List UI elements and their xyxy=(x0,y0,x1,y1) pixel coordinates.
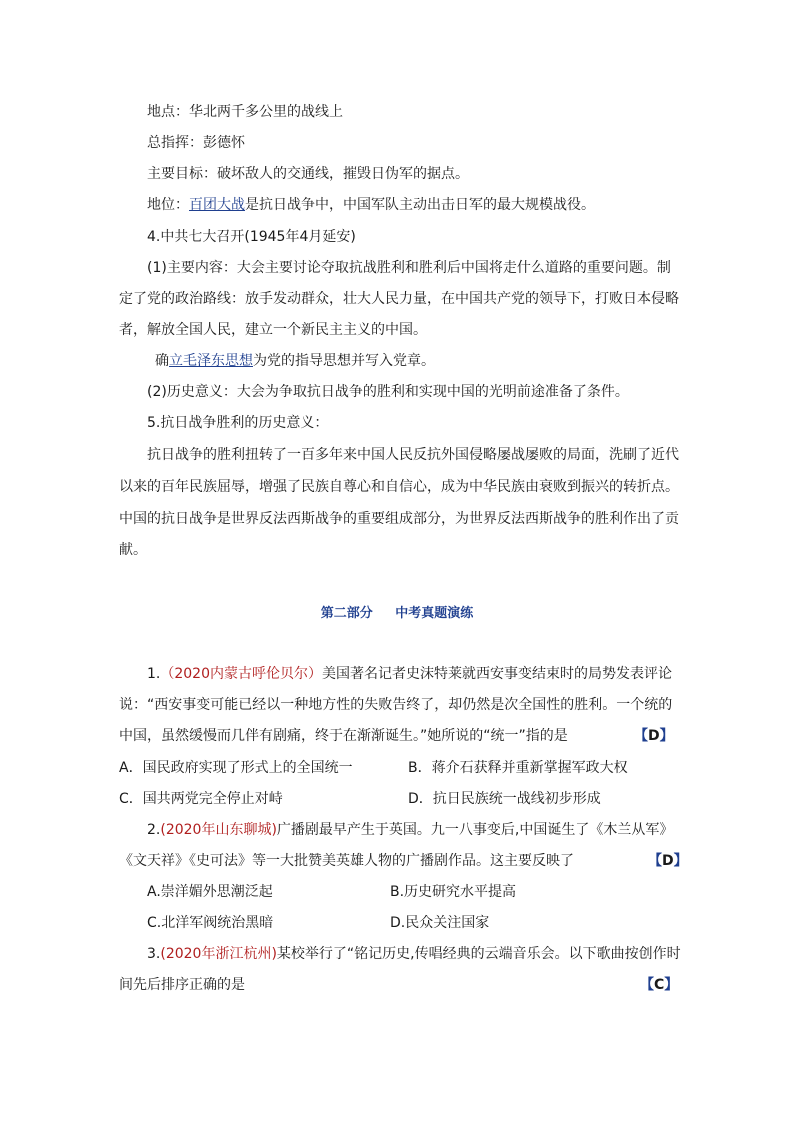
bracket-right: 】 xyxy=(673,853,688,869)
question-2-line-1 xyxy=(147,820,673,840)
answer-letter: C xyxy=(654,977,665,993)
answer-letter: D xyxy=(662,853,674,869)
question-2-option-c: C.北洋军阀统治黑暗 xyxy=(147,915,274,931)
section-title: 第二部分 中考真题演练 xyxy=(320,606,474,621)
question-3-line-2: 间先后排序正确的是 xyxy=(119,977,245,993)
question-1-stem-1: 美国著名记者史沫特莱就西安事变结束时的局势发表评论 xyxy=(322,666,672,682)
question-1-line-2: 说：“西安事变可能已经以一种地方性的失败告终了，却仍然是次全国性的胜利。一个统的 xyxy=(119,697,673,713)
item4-content-line-2: 定了党的政治路线：放手发动群众，壮大人民力量，在中国共产党的领导下，打败日本侵略 xyxy=(119,291,679,307)
item4-significance: (2)历史意义：大会为争取抗日战争的胜利和实现中国的光明前途准备了条件。 xyxy=(147,384,629,400)
question-1-option-a: A．国民政府实现了形式上的全国统一 xyxy=(119,760,353,776)
question-3-source: (2020年浙江杭州) xyxy=(160,946,277,962)
question-1-number: 1. xyxy=(147,666,161,682)
answer-letter: D xyxy=(648,728,660,744)
question-2-option-a: A.崇洋媚外思潮泛起 xyxy=(147,884,273,900)
goal-line: 主要目标：破坏敌人的交通线，摧毁日伪军的据点。 xyxy=(147,166,469,182)
commander-line: 总指挥：彭德怀 xyxy=(147,135,245,151)
question-3-number: 3. xyxy=(147,946,161,962)
question-3-answer xyxy=(640,975,678,995)
question-2-stem-1: 广播剧最早产生于英国。九一八事变后,中国诞生了《木兰从军》 xyxy=(276,822,674,838)
question-1-line-1 xyxy=(147,664,672,684)
status-line xyxy=(147,195,595,215)
status-prefix: 地位： xyxy=(147,197,189,213)
item5-title: 5.抗日战争胜利的历史意义： xyxy=(147,415,329,431)
question-2-number: 2. xyxy=(147,822,161,838)
confirm-prefix: 确 xyxy=(155,353,169,369)
location-line: 地点：华北两千多公里的战线上 xyxy=(147,104,343,120)
question-1-answer xyxy=(634,726,674,746)
bracket-left: 【 xyxy=(648,853,662,869)
hundred-regiments-link[interactable]: 百团大战 xyxy=(189,197,245,213)
question-1-source: （2020内蒙古呼伦贝尔） xyxy=(160,666,322,682)
item5-line-1: 抗日战争的胜利扭转了一百多年来中国人民反抗外国侵略屡战屡败的局面，洗刷了近代 xyxy=(147,447,679,463)
item4-content-line-3: 者，解放全国人民，建立一个新民主主义的中国。 xyxy=(119,322,427,338)
bracket-left: 【 xyxy=(634,728,648,744)
confirm-suffix: 为党的指导思想并写入党章。 xyxy=(253,353,435,369)
item4-content-line-1: (1)主要内容：大会主要讨论夺取抗战胜利和胜利后中国将走什么道路的重要问题。制 xyxy=(147,260,671,276)
question-1-line-3: 中国，虽然缓慢而几伴有剧痛，终于在渐渐诞生。”她所说的“统一”指的是 xyxy=(119,728,568,744)
item4-confirm-line xyxy=(155,351,435,371)
bracket-left: 【 xyxy=(640,977,654,993)
item5-line-2: 以来的百年民族屈辱，增强了民族自尊心和自信心，成为中华民族由衰败到振兴的转折点。 xyxy=(119,479,679,495)
question-2-option-d: D.民众关注国家 xyxy=(390,915,490,931)
question-1-option-c: C．国共两党完全停止对峙 xyxy=(119,791,283,807)
question-2-source: (2020年山东聊城) xyxy=(160,822,277,838)
question-3-stem-1: 某校举行了“铭记历史,传唱经典的云端音乐会。以下歌曲按创作时 xyxy=(276,946,681,962)
question-1-option-b: B．蒋介石获释并重新掌握军政大权 xyxy=(408,760,628,776)
item4-title: 4.中共七大召开(1945年4月延安) xyxy=(147,229,356,245)
question-3-line-1 xyxy=(147,944,681,964)
question-2-line-2: 《文天祥》《史可法》等一大批赞美英雄人物的广播剧作品。这主要反映了 xyxy=(119,853,574,869)
question-2-option-b: B.历史研究水平提高 xyxy=(390,884,517,900)
question-1-option-d: D．抗日民族统一战线初步形成 xyxy=(408,791,601,807)
bracket-right: 】 xyxy=(664,977,679,993)
bracket-right: 】 xyxy=(659,728,674,744)
item5-line-4: 献。 xyxy=(119,542,147,558)
status-suffix: 是抗日战争中，中国军队主动出击日军的最大规模战役。 xyxy=(245,197,595,213)
item5-line-3: 中国的抗日战争是世界反法西斯战争的重要组成部分，为世界反法西斯战争的胜利作出了贡 xyxy=(119,511,679,527)
question-2-answer xyxy=(648,851,688,871)
mao-thought-link[interactable]: 立毛泽东思想 xyxy=(169,353,253,369)
